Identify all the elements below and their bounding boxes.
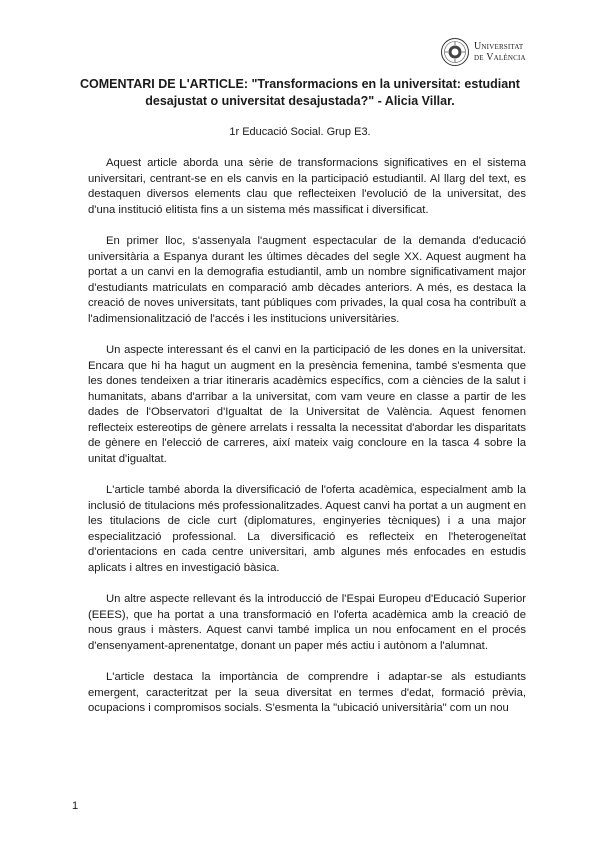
page-number: 1	[72, 800, 79, 812]
logo-line-1: Universitat	[474, 41, 524, 52]
document-title: COMENTARI DE L'ARTICLE: "Transformacions en la universitat: estudiant desajustat o universitat desajustada?" - Alicia Villar.	[80, 77, 520, 108]
document-subtitle: 1r Educació Social. Grup E3.	[229, 126, 371, 138]
paragraph: L'article també aborda la diversificació de l'oferta acadèmica, especialment amb la inclusió de titulacions més professionalitzades. Aquest canvi ha portat a un augment en les titulacions de cicle curt (diplomatures, enginyeries tècniques) i a una major especialització professional. La diversificació es reflecteix en l'heterogeneïtat d'orientacions en cada centre universitari, amb algunes més enfocades en estudis aplicats i altres en investigació bàsica.	[88, 484, 526, 574]
paragraph: L'article destaca la importància de comprendre i adaptar-se als estudiants emergent, caracteritzat per la seua diversitat en termes d'edat, formació prèvia, ocupacions i compromisos socials. S'esmenta la "ubicació universitària" com un nou	[88, 671, 526, 714]
university-logo	[440, 36, 540, 68]
paragraph: Un aspecte interessant és el canvi en la participació de les dones en la universitat. Encara que hi ha hagut un augment en la presència femenina, també s'esmenta que les dones tendeixen a triar itineraris acadèmics específics, com a ciències de la salut i humanitats, abans d'arribar a la universitat, com vam veure en classe a partir de les dades de l'Observatori d'Igualtat de la Universitat de València. Aquest fenomen reflecteix estereotips de gènere arrelats i ressalta la necessitat d'abordar les disparitats de gènere en l'elecció de carreres, així mateix vaig concloure en la tasca 4 sobre la unitat d'igualtat.	[88, 344, 526, 465]
logo-line-2: de València	[474, 52, 526, 63]
university-name	[474, 41, 526, 63]
document-body	[88, 156, 526, 733]
paragraph: En primer lloc, s'assenyala l'augment espectacular de la demanda d'educació universitària a Espanya durant les últimes dècades del segle XX. Aquest augment ha portat a un canvi en la demografia estudiantil, amb un nombre significativament major d'estudiants matriculats en comparació amb dècades anteriors. A més, es destaca la creació de noves universitats, tant públiques com privades, la qual cosa ha contribuït a l'adimensionalització de l'accés i les institucions universitàries.	[88, 235, 526, 325]
paragraph: Aquest article aborda una sèrie de transformacions significatives en el sistema universitari, centrant-se en els canvis en la participació estudiantil. Al llarg del text, es destaquen diversos elements clau que reflecteixen l'evolució de la universitat, des d'una institució elitista fins a un sistema més massificat i diversificat.	[88, 157, 526, 216]
paragraph: Un altre aspecte rellevant és la introducció de l'Espai Europeu d'Educació Superior (EEES), que ha portat a una transformació en l'oferta acadèmica amb la creació de nous graus i màsters. Aquest canvi també implica un nou enfocament en el procés d'ensenyament-aprenentatge, donant un paper més actiu i autònom a l'alumnat.	[88, 593, 526, 652]
university-seal-icon	[440, 37, 470, 67]
